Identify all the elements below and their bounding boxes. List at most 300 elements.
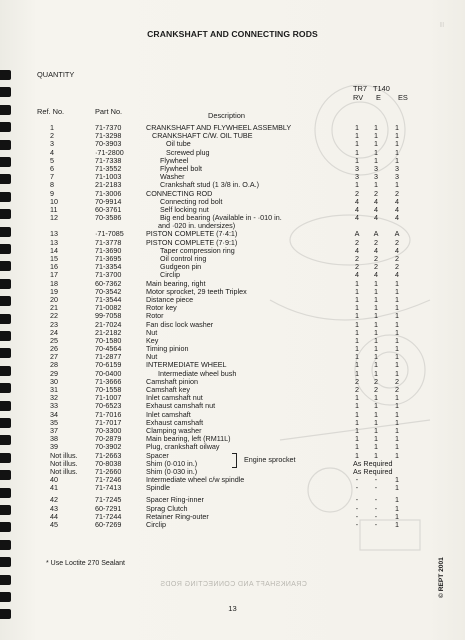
part-description: Inlet camshaft nut xyxy=(146,393,203,403)
part-description: Nut xyxy=(146,352,158,362)
part-description: Spacer xyxy=(146,450,169,460)
ref-number: Not illus. xyxy=(50,458,78,468)
part-description: Fan disc lock washer xyxy=(146,319,214,329)
ref-number: 44 xyxy=(50,511,58,521)
quantity-t140e: 1 xyxy=(374,425,378,435)
quantity-t140e: 4 xyxy=(374,245,378,255)
quantity-t140e: 1 xyxy=(374,417,378,427)
ref-number: 16 xyxy=(50,262,58,272)
quantity-t140e: 2 xyxy=(374,262,378,272)
quantity-t140es: 3 xyxy=(395,172,399,182)
part-number: 71-7245 xyxy=(95,495,122,505)
quantity-t140e: 1 xyxy=(374,319,378,329)
quantity-tr7: 1 xyxy=(355,409,359,419)
ref-number: 40 xyxy=(50,475,58,485)
quantity-t140es: 1 xyxy=(395,425,399,435)
part-description: Exhaust camshaft xyxy=(146,417,204,427)
quantity-tr7: 1 xyxy=(355,319,359,329)
ref-number: 13 xyxy=(50,229,58,239)
quantity-t140e: 4 xyxy=(374,270,378,280)
ref-number: 20 xyxy=(50,294,58,304)
part-number: 71-3690 xyxy=(95,245,122,255)
quantity-tr7: 1 xyxy=(355,450,359,460)
ref-number: 29 xyxy=(50,368,58,378)
ref-number: 33 xyxy=(50,401,58,411)
quantity-t140es: 3 xyxy=(395,163,399,173)
quantity-t140es: 1 xyxy=(395,303,399,313)
part-description: Main bearing, left (RM11L) xyxy=(146,434,231,444)
part-number: 70-3300 xyxy=(95,425,122,435)
part-number: 71-3695 xyxy=(95,254,122,263)
part-number: 70-1580 xyxy=(95,335,122,345)
part-number: 70-9914 xyxy=(95,196,122,206)
quantity-t140e: A xyxy=(373,229,379,239)
quantity-t140e: - xyxy=(374,483,378,493)
quantity-t140es: 1 xyxy=(395,442,399,452)
part-description: Distance piece xyxy=(146,294,194,304)
ref-number: 18 xyxy=(50,278,58,288)
quantity-t140e: 1 xyxy=(374,335,378,345)
part-number: 71-3544 xyxy=(95,294,122,304)
margin-mark: ||| xyxy=(440,22,444,28)
quantity-t140e: 1 xyxy=(374,123,378,132)
part-description: Inlet camshaft xyxy=(146,409,191,419)
quantity-t140es: 2 xyxy=(395,254,399,263)
ref-number: 2 xyxy=(50,131,54,141)
ref-number: 25 xyxy=(50,335,58,345)
quantity-t140e: 1 xyxy=(374,344,378,354)
ref-number: 30 xyxy=(50,376,58,386)
quantity-t140e: - xyxy=(374,520,378,529)
part-description: Crankshaft stud (1 3/8 in. O.A.) xyxy=(160,180,260,190)
ref-number: 5 xyxy=(50,155,54,165)
ref-number: 8 xyxy=(50,180,54,190)
quantity-t140es: 1 xyxy=(395,123,399,132)
part-description: Shim (0·010 in.) xyxy=(146,458,198,468)
part-description: Taper compression ring xyxy=(160,245,235,255)
part-number: 71-3778 xyxy=(95,237,122,247)
quantity-tr7: 4 xyxy=(355,213,359,223)
part-number: 60-3761 xyxy=(95,204,122,214)
part-number: 71-7244 xyxy=(95,511,122,521)
quantity-t140e: 2 xyxy=(374,188,378,198)
quantity-tr7: 1 xyxy=(355,417,359,427)
quantity-note: As Required xyxy=(353,458,393,468)
quantity-tr7: 1 xyxy=(355,434,359,444)
engine-variant: ES xyxy=(398,93,408,102)
part-number: 71-7370 xyxy=(95,123,122,132)
quantity-t140es: 4 xyxy=(395,245,399,255)
engine-column-1 xyxy=(353,84,367,102)
part-description: Intermediate wheel bush xyxy=(158,368,237,378)
engine-column-2 xyxy=(373,84,390,102)
part-description: Shim (0·030 in.) xyxy=(146,466,198,476)
part-description: Flywheel bolt xyxy=(160,163,202,173)
quantity-t140es: 1 xyxy=(395,311,399,321)
part-number: 70-6159 xyxy=(95,360,122,370)
quantity-tr7: 2 xyxy=(355,376,359,386)
part-no-header: Part No. xyxy=(95,107,123,116)
binding-hole xyxy=(0,87,11,97)
quantity-tr7: 1 xyxy=(355,131,359,141)
ref-number: 6 xyxy=(50,163,54,173)
ref-number: 15 xyxy=(50,254,58,263)
ref-number: 4 xyxy=(50,147,54,157)
ref-number: 27 xyxy=(50,352,58,362)
quantity-tr7: 2 xyxy=(355,254,359,263)
quantity-t140es: 1 xyxy=(395,344,399,354)
quantity-tr7: 1 xyxy=(355,335,359,345)
quantity-t140es: 4 xyxy=(395,204,399,214)
binding-hole xyxy=(0,105,11,115)
part-description: CRANKSHAFT AND FLYWHEEL ASSEMBLY xyxy=(146,123,292,132)
quantity-t140e: 1 xyxy=(374,434,378,444)
part-number: 70-0400 xyxy=(95,368,122,378)
part-number: 71-2660 xyxy=(95,466,122,476)
quantity-t140e: 1 xyxy=(374,294,378,304)
part-description: Flywheel xyxy=(160,155,189,165)
quantity-tr7: 1 xyxy=(355,278,359,288)
part-number: 60-7291 xyxy=(95,503,122,513)
quantity-t140e: 1 xyxy=(374,155,378,165)
quantity-tr7: - xyxy=(355,503,359,513)
part-description: Plug, crankshaft oilway xyxy=(146,442,220,452)
ref-number: 22 xyxy=(50,311,58,321)
shim-bracket xyxy=(232,453,237,468)
part-description: Motor sprocket, 29 teeth Triplex xyxy=(146,286,247,296)
quantity-t140e: 1 xyxy=(374,286,378,296)
quantity-tr7: - xyxy=(355,495,359,505)
quantity-t140es: 1 xyxy=(395,278,399,288)
part-number: 70-3903 xyxy=(95,139,122,149)
ref-number: 12 xyxy=(50,213,58,223)
part-number: 71-2663 xyxy=(95,450,122,460)
quantity-tr7: 1 xyxy=(355,139,359,149)
quantity-t140es: 2 xyxy=(395,188,399,198)
quantity-tr7: 2 xyxy=(355,188,359,198)
ref-number: 21 xyxy=(50,303,58,313)
quantity-t140e: 3 xyxy=(374,163,378,173)
quantity-t140es: 1 xyxy=(395,503,399,513)
quantity-tr7: A xyxy=(354,229,360,239)
quantity-tr7: - xyxy=(355,520,359,529)
part-description: Spacer Ring-inner xyxy=(146,495,204,505)
ref-number: 39 xyxy=(50,442,58,452)
part-description: Camshaft key xyxy=(146,385,190,394)
part-number: 70-3542 xyxy=(95,286,122,296)
ref-number: 7 xyxy=(50,172,54,182)
quantity-t140es: 1 xyxy=(395,434,399,444)
engine-variant: E xyxy=(376,93,381,102)
part-number: 71-3298 xyxy=(95,131,122,141)
part-description: Screwed plug xyxy=(166,147,210,157)
part-description: Timing pinion xyxy=(146,344,189,354)
show-through-text: CRANKSHAFT AND CONNECTING RODS xyxy=(160,581,307,588)
part-number: 70-6523 xyxy=(95,401,122,411)
quantity-tr7: 2 xyxy=(355,385,359,394)
ref-number: 11 xyxy=(50,204,58,214)
ref-number: 3 xyxy=(50,139,54,149)
quantity-tr7: 1 xyxy=(355,180,359,190)
ref-number: 34 xyxy=(50,409,58,419)
part-number: 99-7058 xyxy=(95,311,122,321)
part-number: 71-7338 xyxy=(95,155,122,165)
ref-number: 24 xyxy=(50,327,58,337)
engine-name xyxy=(398,84,408,93)
part-number: 71-7246 xyxy=(95,475,122,485)
quantity-t140e: - xyxy=(374,475,378,485)
part-description: Intermediate wheel c/w spindle xyxy=(146,475,245,485)
quantity-t140e: 2 xyxy=(374,254,378,263)
part-number: 70-1558 xyxy=(95,385,122,394)
quantity-tr7: 1 xyxy=(355,286,359,296)
description-header: Description xyxy=(208,111,245,120)
quantity-tr7: 1 xyxy=(355,147,359,157)
binding-hole xyxy=(0,592,11,602)
parts-list xyxy=(0,124,465,529)
quantity-t140e: 1 xyxy=(374,303,378,313)
quantity-t140e: 1 xyxy=(374,131,378,141)
quantity-t140es: 1 xyxy=(395,483,399,493)
quantity-t140es: 1 xyxy=(395,450,399,460)
part-description: Nut xyxy=(146,327,158,337)
quantity-t140e: 1 xyxy=(374,180,378,190)
ref-number: Not illus. xyxy=(50,466,78,476)
parts-row xyxy=(0,521,465,529)
part-number: 21-7024 xyxy=(95,319,122,329)
page-title: CRANKSHAFT AND CONNECTING RODS xyxy=(147,29,318,39)
quantity-t140es: 1 xyxy=(395,417,399,427)
engine-column-3 xyxy=(398,84,408,102)
quantity-t140e: 1 xyxy=(374,393,378,403)
ref-number: 10 xyxy=(50,196,58,206)
quantity-t140e: 1 xyxy=(374,450,378,460)
quantity-tr7: 1 xyxy=(355,360,359,370)
quantity-t140es: 1 xyxy=(395,131,399,141)
part-number: 71-3552 xyxy=(95,163,122,173)
shim-note: Engine sprocket xyxy=(244,455,296,464)
quantity-t140es: 1 xyxy=(395,495,399,505)
quantity-t140es: 2 xyxy=(395,385,399,394)
part-description: Self locking nut xyxy=(160,204,209,214)
part-number: 71-3006 xyxy=(95,188,122,198)
quantity-t140es: 4 xyxy=(395,270,399,280)
part-number: 71-3700 xyxy=(95,270,122,280)
part-description: Rotor key xyxy=(146,303,177,313)
quantity-tr7: 4 xyxy=(355,270,359,280)
part-number: 71-7016 xyxy=(95,409,122,419)
part-number: 71-7413 xyxy=(95,483,122,493)
quantity-t140e: 1 xyxy=(374,139,378,149)
quantity-t140es: 2 xyxy=(395,237,399,247)
quantity-tr7: 3 xyxy=(355,163,359,173)
ref-number: 42 xyxy=(50,495,58,505)
part-number: 71-1007 xyxy=(95,393,122,403)
ref-number: 17 xyxy=(50,270,58,280)
quantity-t140e: 1 xyxy=(374,401,378,411)
part-number: 71-2877 xyxy=(95,352,122,362)
ref-number: 19 xyxy=(50,286,58,296)
quantity-t140es: A xyxy=(394,229,400,239)
quantity-tr7: 1 xyxy=(355,123,359,132)
quantity-tr7: 1 xyxy=(355,442,359,452)
engine-name: TR7 xyxy=(353,84,367,93)
parts-row xyxy=(0,484,465,492)
ref-number: 45 xyxy=(50,520,58,529)
binding-hole xyxy=(0,540,11,550)
part-number: 21-2183 xyxy=(95,180,122,190)
quantity-t140e: - xyxy=(374,495,378,505)
quantity-t140es: 1 xyxy=(395,139,399,149)
part-description: INTERMEDIATE WHEEL xyxy=(146,360,227,370)
binding-hole xyxy=(0,70,11,80)
part-description: PISTON COMPLETE (7·9:1) xyxy=(146,237,238,247)
quantity-t140es: 4 xyxy=(395,213,399,223)
ref-number: 35 xyxy=(50,417,58,427)
ref-number: 32 xyxy=(50,393,58,403)
part-number: 71-3354 xyxy=(95,262,122,272)
quantity-t140es: 1 xyxy=(395,409,399,419)
quantity-t140e: 1 xyxy=(374,311,378,321)
quantity-t140es: 2 xyxy=(395,376,399,386)
part-description: Spindle xyxy=(146,483,170,493)
quantity-note: As Required xyxy=(353,466,393,476)
binding-hole xyxy=(0,557,11,567)
quantity-t140es: 1 xyxy=(395,147,399,157)
part-description: Clamping washer xyxy=(146,425,202,435)
quantity-t140es: 1 xyxy=(395,180,399,190)
quantity-tr7: 1 xyxy=(355,425,359,435)
quantity-tr7: 1 xyxy=(355,294,359,304)
part-number: ·71-7085 xyxy=(95,229,124,239)
engine-name: T140 xyxy=(373,84,390,93)
ref-number: 1 xyxy=(50,123,54,132)
part-description: Main bearing, right xyxy=(146,278,206,288)
quantity-tr7: 1 xyxy=(355,368,359,378)
part-description: Gudgeon pin xyxy=(160,262,202,272)
part-number: 60-7269 xyxy=(95,520,122,529)
quantity-t140es: 1 xyxy=(395,511,399,521)
part-description: Camshaft pinion xyxy=(146,376,198,386)
quantity-tr7: 2 xyxy=(355,262,359,272)
part-number: 70-3902 xyxy=(95,442,122,452)
quantity-t140es: 1 xyxy=(395,393,399,403)
quantity-t140es: 4 xyxy=(395,196,399,206)
part-description: CRANKSHAFT C/W. OIL TUBE xyxy=(152,131,253,141)
quantity-t140es: 1 xyxy=(395,319,399,329)
quantity-tr7: 1 xyxy=(355,352,359,362)
footnote: * Use Loctite 270 Sealant xyxy=(46,560,125,567)
ref-number: Not illus. xyxy=(50,450,78,460)
quantity-t140e: 1 xyxy=(374,147,378,157)
quantity-t140e: 2 xyxy=(374,237,378,247)
quantity-t140es: 1 xyxy=(395,360,399,370)
page-number: 13 xyxy=(228,604,237,613)
ref-number: 43 xyxy=(50,503,58,513)
quantity-tr7: 1 xyxy=(355,344,359,354)
ref-number: 41 xyxy=(50,483,58,493)
ref-number: 37 xyxy=(50,425,58,435)
ref-number: 13 xyxy=(50,237,58,247)
quantity-tr7: - xyxy=(355,475,359,485)
quantity-t140es: 1 xyxy=(395,368,399,378)
quantity-t140e: - xyxy=(374,503,378,513)
part-description: Exhaust camshaft nut xyxy=(146,401,216,411)
part-description: Circlip xyxy=(146,520,166,529)
quantity-t140es: 1 xyxy=(395,475,399,485)
quantity-tr7: - xyxy=(355,483,359,493)
quantity-t140e: 1 xyxy=(374,352,378,362)
part-description: Retainer Ring-outer xyxy=(146,511,209,521)
quantity-t140es: 1 xyxy=(395,520,399,529)
quantity-tr7: 1 xyxy=(355,401,359,411)
quantity-t140e: 1 xyxy=(374,409,378,419)
quantity-t140e: 1 xyxy=(374,442,378,452)
quantity-t140es: 1 xyxy=(395,401,399,411)
quantity-t140e: 4 xyxy=(374,213,378,223)
binding-hole xyxy=(0,575,11,585)
quantity-tr7: 1 xyxy=(355,155,359,165)
quantity-t140e: 2 xyxy=(374,385,378,394)
part-number: 70-2879 xyxy=(95,434,122,444)
part-number: 70-3586 xyxy=(95,213,122,223)
part-description: Rotor xyxy=(146,311,164,321)
quantity-t140e: 1 xyxy=(374,278,378,288)
ref-number: 28 xyxy=(50,360,58,370)
quantity-tr7: 4 xyxy=(355,196,359,206)
quantity-tr7: - xyxy=(355,511,359,521)
quantity-tr7: 2 xyxy=(355,237,359,247)
part-description: Key xyxy=(146,335,159,345)
quantity-t140e: 4 xyxy=(374,204,378,214)
quantity-t140es: 1 xyxy=(395,155,399,165)
ref-number: 9 xyxy=(50,188,54,198)
ref-number: 23 xyxy=(50,319,58,329)
quantity-t140e: 1 xyxy=(374,360,378,370)
part-description: and ·020 in. undersizes) xyxy=(158,221,236,231)
quantity-tr7: 1 xyxy=(355,327,359,337)
quantity-t140e: 3 xyxy=(374,172,378,182)
part-description: Sprag Clutch xyxy=(146,503,188,513)
ref-number: 14 xyxy=(50,245,58,255)
quantity-tr7: 3 xyxy=(355,172,359,182)
quantity-tr7: 1 xyxy=(355,311,359,321)
quantity-t140e: 2 xyxy=(374,376,378,386)
part-description: CONNECTING ROD xyxy=(146,188,213,198)
quantity-t140e: 1 xyxy=(374,327,378,337)
quantity-t140e: - xyxy=(374,511,378,521)
part-description: PISTON COMPLETE (7·4:1) xyxy=(146,229,238,239)
quantity-t140e: 4 xyxy=(374,196,378,206)
copyright-notice: © REPT 2001 xyxy=(438,557,445,598)
quantity-tr7: 1 xyxy=(355,303,359,313)
ref-number: 38 xyxy=(50,434,58,444)
part-number: 71-3666 xyxy=(95,376,122,386)
part-description: Big end bearing (Available in - ·010 in. xyxy=(160,213,282,223)
quantity-label: QUANTITY xyxy=(37,70,75,79)
ref-number: 31 xyxy=(50,385,58,394)
quantity-t140es: 1 xyxy=(395,286,399,296)
part-description: Circlip xyxy=(160,270,180,280)
part-number: 71-7017 xyxy=(95,417,122,427)
quantity-tr7: 4 xyxy=(355,245,359,255)
quantity-t140es: 1 xyxy=(395,294,399,304)
part-number: 21-2182 xyxy=(95,327,122,337)
part-number: 71-1003 xyxy=(95,172,122,182)
engine-variant: RV xyxy=(353,93,364,102)
part-description: Oil tube xyxy=(166,139,191,149)
quantity-t140es: 1 xyxy=(395,327,399,337)
